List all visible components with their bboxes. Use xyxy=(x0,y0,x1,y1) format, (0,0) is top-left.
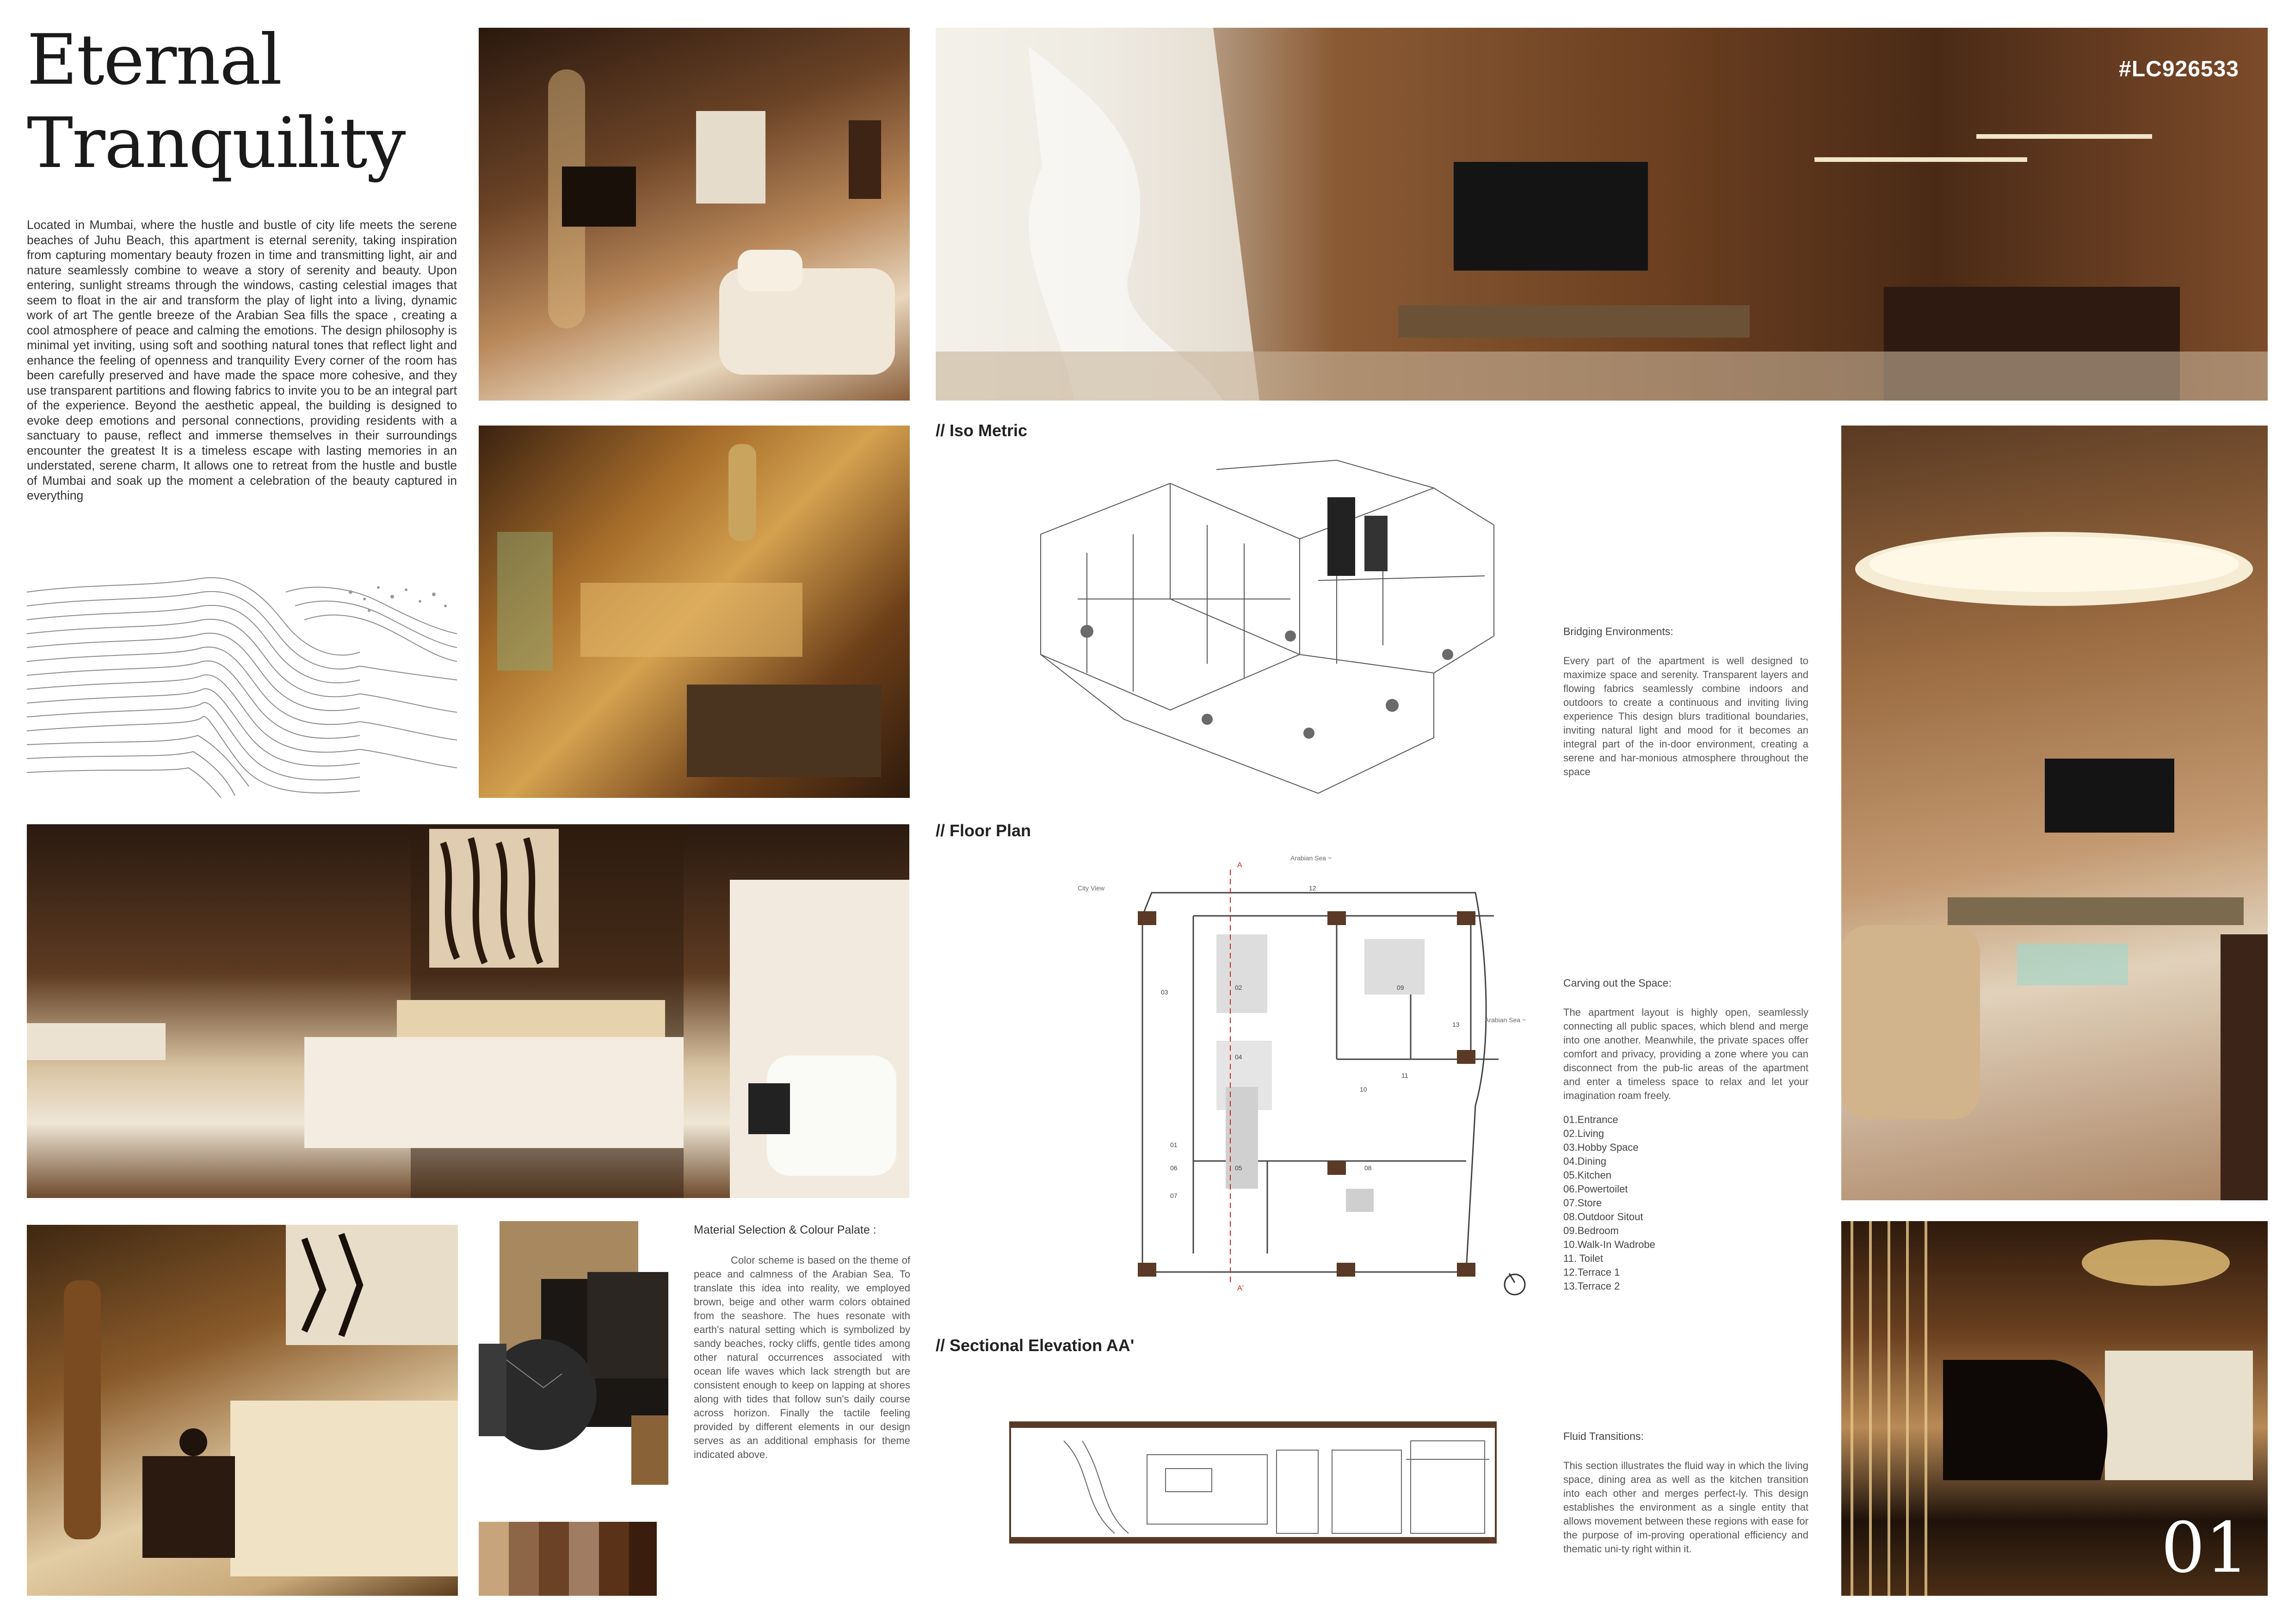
label-arabian-sea-top: Arabian Sea ~ xyxy=(1290,854,1332,862)
legend-item: 12.Terrace 1 xyxy=(1563,1266,1620,1278)
carving-heading: Carving out the Space: xyxy=(1563,977,1672,989)
section-mark-a: A xyxy=(1237,861,1242,869)
north-arrow-icon xyxy=(1501,1270,1529,1297)
room-12: 12 xyxy=(1309,884,1316,892)
room-04: 04 xyxy=(1235,1053,1242,1061)
room-07: 07 xyxy=(1170,1192,1178,1199)
page-number: 01 xyxy=(2161,1508,2249,1588)
room-02: 02 xyxy=(1235,984,1242,991)
photo-hero-living xyxy=(936,28,2268,401)
palette-swatch-4 xyxy=(569,1522,599,1596)
palette-swatch-6 xyxy=(629,1522,657,1596)
floor-plan-drawing xyxy=(1078,846,1526,1300)
room-05: 05 xyxy=(1235,1164,1242,1172)
room-08: 08 xyxy=(1364,1164,1372,1172)
palette-swatch-2 xyxy=(509,1522,539,1596)
photo-bedroom-2 xyxy=(27,1225,458,1596)
legend-item: 04.Dining xyxy=(1563,1155,1606,1167)
legend-item: 07.Store xyxy=(1563,1197,1602,1209)
legend-item: 08.Outdoor Sitout xyxy=(1563,1211,1643,1223)
material-text: Color scheme is based on the theme of peace and calmness of the Arabian Sea. To translate this idea into reality, we employed brown, beige and other warm colors obtained from the seashore. The hues resonate with earth's natural setting which is symbolized by sandy beaches, rocky cliffs, gentle tides among other natural occurrences associated with ocean life waves which lack strength but are consistent enough to keep on lapping at shores along with tides that follow sun's daily course across horizon. Finally the tactile feeling provided by different elements in our design serves as an additional emphasis for theme indicated above. xyxy=(694,1254,910,1460)
legend-item: 02.Living xyxy=(1563,1128,1604,1139)
photo-kitchen xyxy=(479,426,910,798)
room-06: 06 xyxy=(1170,1164,1178,1172)
legend-item: 10.Walk-In Wadrobe xyxy=(1563,1239,1655,1250)
palette-swatch-1 xyxy=(479,1522,509,1596)
page-title xyxy=(27,19,443,185)
room-09: 09 xyxy=(1397,984,1404,991)
legend-item: 06.Powertoilet xyxy=(1563,1183,1628,1195)
photo-piano xyxy=(1841,1221,2268,1596)
fluid-text: This section illustrates the fluid way in which the living space, dining area as well as the kitchen transition into each other and merges perfect-ly. This design establishes the environment as a single entity that allows movement between these regions with ease for the purpose of im-proving operational efficiency and thematic uni-ty right within it. xyxy=(1563,1460,1808,1555)
project-code: #LC926533 xyxy=(2119,57,2239,81)
photo-piano-lounge xyxy=(479,28,910,401)
isometric-drawing xyxy=(1031,460,1499,798)
section-heading-iso: // Iso Metric xyxy=(936,421,1028,440)
room-13: 13 xyxy=(1452,1021,1460,1028)
bridging-text: Every part of the apartment is well designed to maximize space and serenity. Transparent layers and flowing fabrics seamlessly combine indoors and outdoors to create a continuous and inviting living experience This design blurs traditional boundaries, inviting natural light and mood for it becomes an integral part of the in-door environment, creating a serene and har-monious atmosphere throughout the space xyxy=(1563,655,1808,778)
bridging-block xyxy=(1563,624,1808,779)
room-11: 11 xyxy=(1401,1072,1408,1079)
legend-item: 13.Terrace 2 xyxy=(1563,1280,1620,1292)
legend-item: 05.Kitchen xyxy=(1563,1169,1611,1181)
legend-item: 09.Bedroom xyxy=(1563,1225,1619,1236)
carving-text: The apartment layout is highly open, seamlessly connecting all public spaces, which blend and merge into one another. Meanwhile, the private spaces offer comfort and privacy, providing a zone where you can disconnect from the pub-lic areas of the apartment and enter a timeless space to relax and let your imagination roam freely. xyxy=(1563,1007,1808,1101)
legend-item: 01.Entrance xyxy=(1563,1114,1618,1125)
fluid-block xyxy=(1563,1429,1808,1556)
photo-bedroom-1 xyxy=(27,824,909,1198)
wave-sketch xyxy=(27,574,457,798)
sectional-elevation-drawing xyxy=(1008,1413,1499,1547)
room-03: 03 xyxy=(1161,988,1168,996)
material-samples xyxy=(479,1221,682,1499)
fluid-heading: Fluid Transitions: xyxy=(1563,1430,1644,1442)
colour-palette xyxy=(479,1522,657,1596)
legend-item: 03.Hobby Space xyxy=(1563,1142,1639,1153)
label-city-view: City View xyxy=(1078,884,1105,892)
intro-text: Located in Mumbai, where the hustle and bustle of city life meets the serene beaches of Juhu Beach, this apartment is eternal serenity, taking inspiration from capturing momentary beauty frozen in time and transmitting light, air and nature seamlessly combine to weave a story of serenity and beauty. Upon entering, sunlight streams through the windows, casting celestial images that seem to float in the air and transform the play of light into a living, dynamic work of art The gentle breeze of the Arabian Sea fills the space , creating a cool atmosphere of peace and calming the emotions. The design philosophy is minimal yet inviting, using soft and soothing natural tones that reflect light and enhance the feeling of openness and tranquility Every corner of the room has been carefully preserved and have made the space more cohesive, and they use transparent partitions and flowing fabrics to invite you to be an integral part of the experience. Beyond the aesthetic appeal, the building is designed to evoke deep emotions and personal connections, providing residents with a sanctuary to pause, reflect and immerse themselves in their surroundings encounter the greatest It is a timeless escape with lasting memories in an understated, serene charm, It allows one to retreat from the hustle and bustle of Mumbai and soak up the moment a celebration of the beauty captured in everything xyxy=(27,218,457,502)
section-heading-floor-plan: // Floor Plan xyxy=(936,821,1031,840)
section-mark-a2: A' xyxy=(1237,1284,1244,1292)
material-heading: Material Selection & Colour Palate : xyxy=(694,1223,876,1236)
section-heading-elevation: // Sectional Elevation AA' xyxy=(936,1336,1135,1355)
palette-swatch-3 xyxy=(539,1522,569,1596)
photo-living-right xyxy=(1841,426,2268,1200)
label-arabian-sea-right: Arabian Sea ~ xyxy=(1485,1016,1526,1024)
title-line-2: Tranquility xyxy=(27,103,405,184)
bridging-heading: Bridging Environments: xyxy=(1563,625,1673,637)
room-10: 10 xyxy=(1360,1086,1367,1093)
palette-swatch-5 xyxy=(599,1522,629,1596)
legend-item: 11. Toilet xyxy=(1563,1253,1604,1264)
room-legend xyxy=(1563,1113,1808,1293)
carving-block xyxy=(1563,976,1808,1293)
title-line-1: Eternal xyxy=(27,20,282,100)
room-01: 01 xyxy=(1170,1141,1178,1149)
